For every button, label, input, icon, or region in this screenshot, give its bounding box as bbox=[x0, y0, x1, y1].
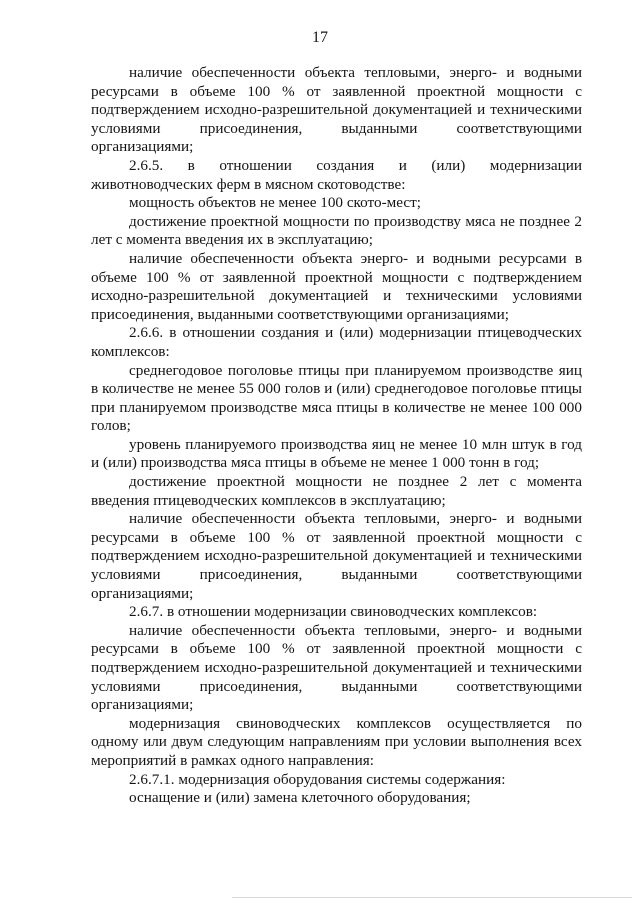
page-number: 17 bbox=[312, 29, 328, 46]
document-body bbox=[91, 64, 582, 808]
paragraph: наличие обеспеченности объекта тепловыми, энерго- и водными ресурсами в объеме 100 % от заявленной проектной мощности с подтверждением исходно-разрешительной документацией и техническими условиями присоединения, выданными соответствующими организациями; bbox=[91, 64, 582, 156]
paragraph: оснащение и (или) замена клеточного оборудования; bbox=[129, 789, 471, 807]
paragraph: 2.6.7.1. модернизация оборудования системы содержания: bbox=[129, 770, 506, 788]
paragraph: наличие обеспеченности объекта энерго- и водными ресурсами в объеме 100 % от заявленной проектной мощности с подтверждением исходно-разрешительной документацией и техническими условиями присоединения, выданными соответствующими организациями; bbox=[91, 249, 582, 323]
paragraph: среднегодовое поголовье птицы при планируемом производстве яиц в количестве не менее 55 000 голов и (или) среднегодовое поголовье птицы при планируемом производстве мяса птицы в количестве не менее 100 000 голов; bbox=[91, 361, 582, 435]
paragraph: 2.6.5. в отношении создания и (или) модернизации животноводческих ферм в мясном скотоводстве: bbox=[91, 156, 582, 193]
paragraph: наличие обеспеченности объекта тепловыми, энерго- и водными ресурсами в объеме 100 % от заявленной проектной мощности с подтверждением исходно-разрешительной документацией и техническими условиями присоединения, выданными соответствующими организациями; bbox=[91, 621, 582, 714]
paragraph: достижение проектной мощности не позднее 2 лет с момента введения птицеводческих комплексов в эксплуатацию; bbox=[91, 473, 582, 509]
paragraph: достижение проектной мощности по производству мяса не позднее 2 лет с момента введения их в эксплуатацию; bbox=[91, 212, 582, 249]
paragraph: модернизация свиноводческих комплексов осуществляется по одному или двум следующим направлениям при условии выполнения всех мероприятий в рамках одного направления: bbox=[91, 714, 582, 769]
paragraph: уровень планируемого производства яиц не менее 10 млн штук в год и (или) производства мяса птицы в объеме не менее 1 000 тонн в год; bbox=[91, 435, 582, 472]
paragraph: мощность объектов не менее 100 ското-мест; bbox=[129, 194, 421, 212]
paragraph: наличие обеспеченности объекта тепловыми, энерго- и водными ресурсами в объеме 100 % от заявленной проектной мощности с подтверждением исходно-разрешительной документацией и техническими условиями присоединения, выданными соответствующими организациями; bbox=[91, 510, 582, 602]
footer-divider bbox=[232, 897, 632, 898]
paragraph: 2.6.7. в отношении модернизации свиноводческих комплексов: bbox=[129, 603, 538, 621]
paragraph: 2.6.6. в отношении создания и (или) модернизации птицеводческих комплексов: bbox=[91, 324, 582, 360]
